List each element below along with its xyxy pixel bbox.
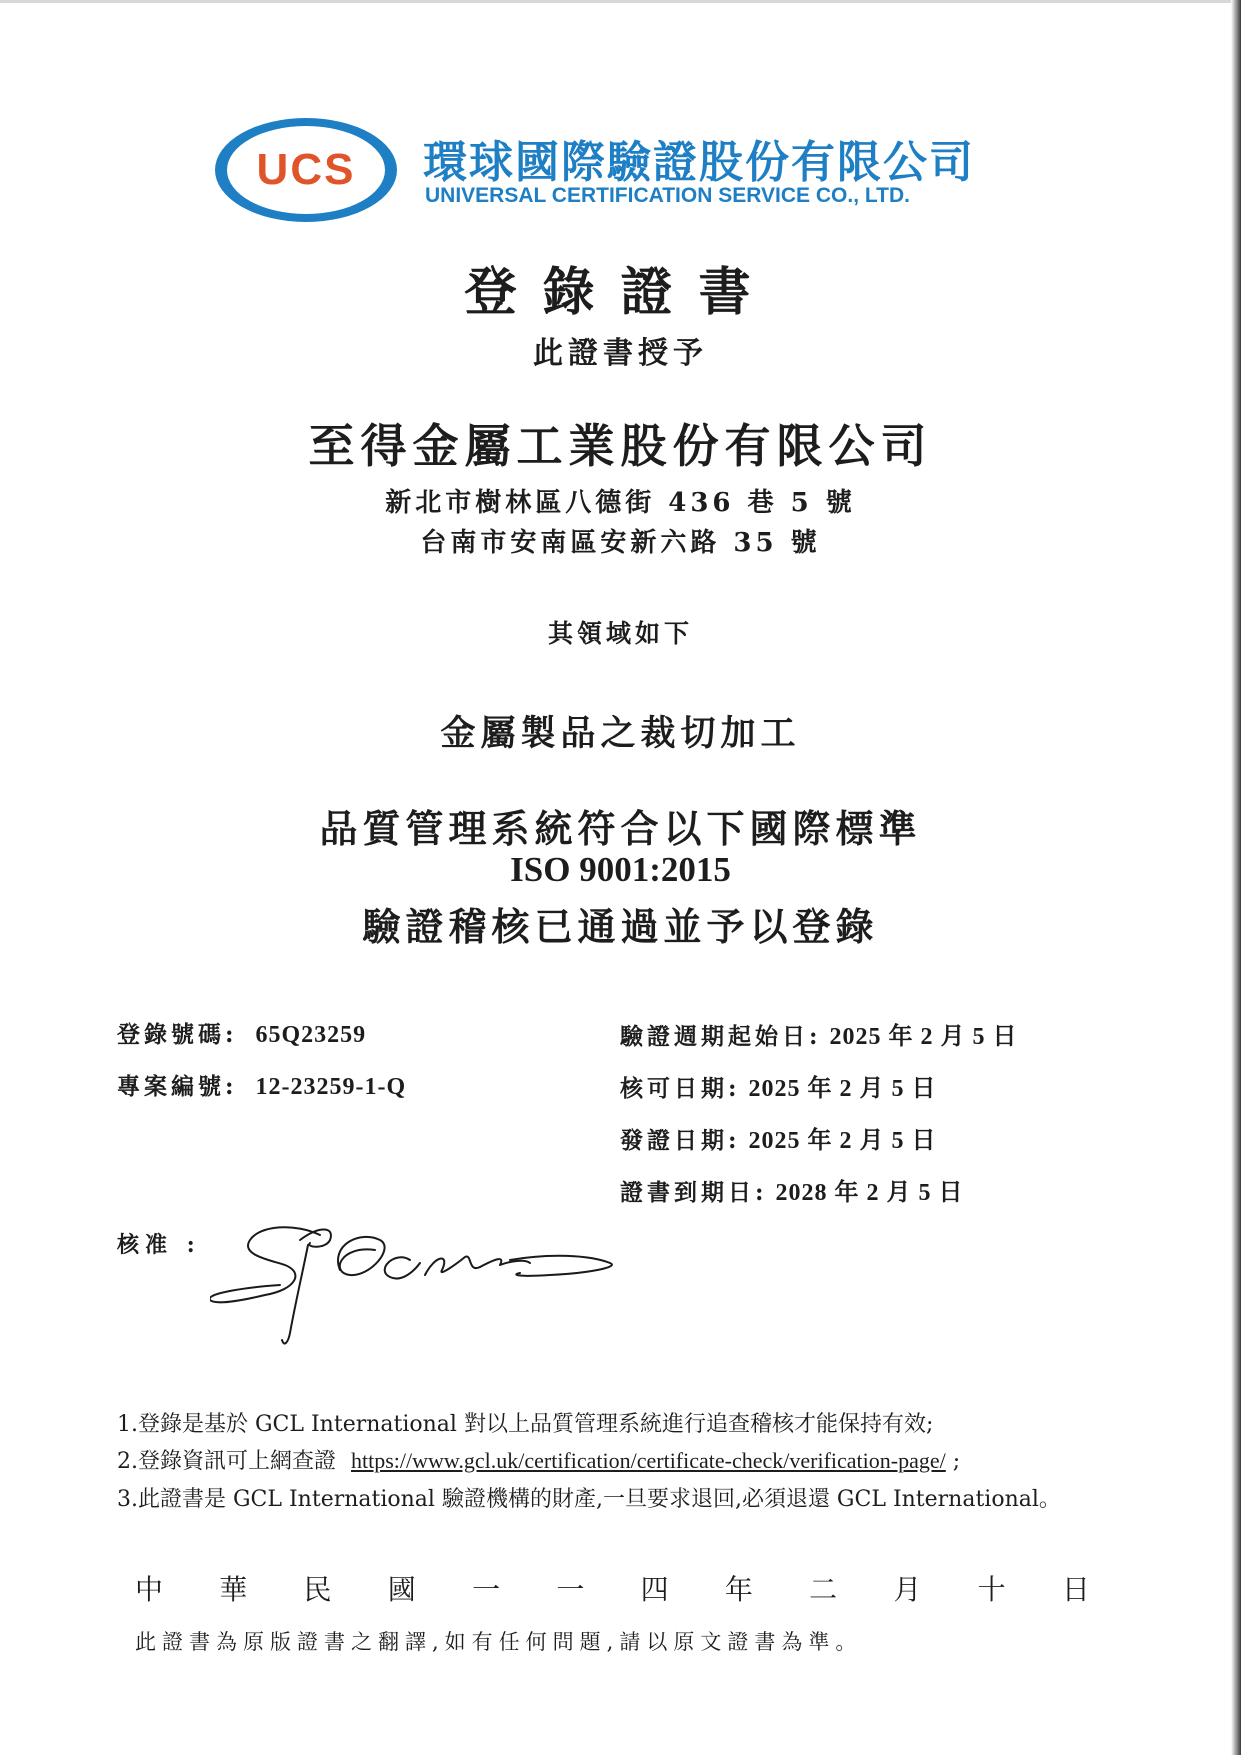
expiry-date-label: 證書到期日: <box>620 1179 768 1206</box>
issue-date-label: 發證日期: <box>620 1127 741 1154</box>
standard-statement: 品質管理系統符合以下國際標準 <box>319 806 922 851</box>
date-char: 月 <box>893 1573 922 1606</box>
note-2-suffix: ; <box>952 1449 961 1474</box>
approval-date-value: 2025 年 2 月 5 日 <box>748 1076 937 1102</box>
date-char: 日 <box>1061 1573 1090 1606</box>
project-number <box>117 1068 406 1101</box>
project-number-value: 12-23259-1-Q <box>255 1074 407 1100</box>
registration-number <box>117 1016 366 1049</box>
date-char: 中 <box>135 1573 164 1606</box>
date-char: 一 <box>556 1573 585 1606</box>
scope-label: 其領域如下 <box>547 619 693 648</box>
certificate-title: 登錄證書 <box>464 262 777 323</box>
cycle-start <box>620 1016 1018 1051</box>
date-char: 一 <box>472 1573 501 1606</box>
note-2-prefix: 2.登錄資訊可上網查證 <box>117 1449 336 1474</box>
note-1: 1.登錄是基於 GCL International 對以上品質管理系統進行追查稽核才能保持有效; <box>117 1412 934 1437</box>
approval-label: 核准 : <box>117 1232 201 1258</box>
cycle-start-value: 2025 年 2 月 5 日 <box>829 1024 1018 1050</box>
date-char: 二 <box>809 1573 838 1606</box>
issuer-name-cn: 環球國際驗證股份有限公司 <box>423 137 975 188</box>
date-char: 四 <box>640 1573 669 1606</box>
standard-code: ISO 9001:2015 <box>510 850 731 889</box>
issuer-name-en: UNIVERSAL CERTIFICATION SERVICE CO., LTD. <box>425 184 910 207</box>
expiry-date <box>620 1172 964 1207</box>
registration-number-value: 65Q23259 <box>255 1022 367 1048</box>
approval-date <box>620 1068 937 1103</box>
registration-number-label: 登錄號碼: <box>117 1021 238 1048</box>
issue-date-value: 2025 年 2 月 5 日 <box>748 1128 937 1154</box>
signature-image <box>210 1215 670 1350</box>
date-char: 十 <box>977 1573 1006 1606</box>
cycle-start-label: 驗證週期起始日: <box>620 1023 822 1050</box>
ucs-logo <box>215 118 397 222</box>
date-char: 年 <box>724 1573 753 1606</box>
issuer-header <box>215 118 995 228</box>
roc-date <box>135 1568 1090 1608</box>
client-name: 至得金屬工業股份有限公司 <box>308 419 933 473</box>
expiry-date-value: 2028 年 2 月 5 日 <box>775 1180 964 1206</box>
client-address-2: 台南市安南區安新六路 35 號 <box>420 528 821 558</box>
audit-statement: 驗證稽核已通過並予以登錄 <box>362 904 879 949</box>
translation-note: 此證書為原版證書之翻譯,如有任何問題,請以原文證書為準。 <box>135 1630 863 1654</box>
logo-text: UCS <box>256 145 356 194</box>
client-address-1: 新北市樹林區八德街 436 巷 5 號 <box>385 488 856 518</box>
note-3: 3.此證書是 GCL International 驗證機構的財產,一旦要求退回,必須退還 GCL International。 <box>117 1487 1061 1512</box>
project-number-label: 專案編號: <box>117 1073 238 1100</box>
note-2 <box>117 1444 960 1475</box>
date-char: 國 <box>387 1573 416 1606</box>
date-char: 華 <box>219 1573 248 1606</box>
scan-top-edge <box>0 0 1241 3</box>
granted-to-label: 此證書授予 <box>533 336 708 371</box>
scope-text: 金屬製品之裁切加工 <box>440 713 801 754</box>
issue-date <box>620 1120 937 1155</box>
approval-date-label: 核可日期: <box>620 1075 741 1102</box>
date-char: 民 <box>303 1573 332 1606</box>
verification-link[interactable]: https://www.gcl.uk/certification/certificate-check/verification-page/ <box>351 1448 946 1473</box>
